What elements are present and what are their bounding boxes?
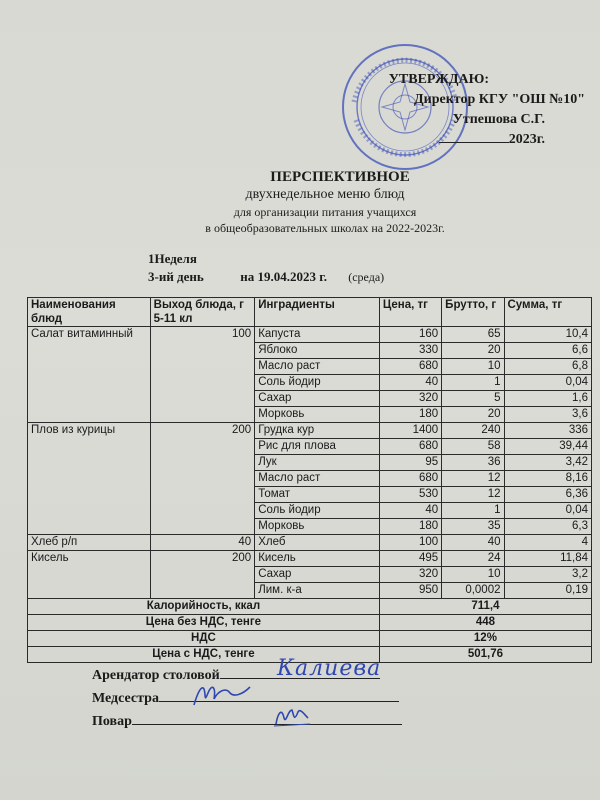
header-price: Цена, тг (379, 298, 441, 327)
header-ingredients: Инградиенты (255, 298, 380, 327)
dish-yield: 40 (150, 535, 255, 551)
ingredient-sum: 10,4 (504, 327, 592, 343)
cook-blank (132, 710, 402, 725)
ingredient-price: 330 (379, 343, 441, 359)
summary-row (28, 615, 592, 631)
ingredient-sum: 39,44 (504, 439, 592, 455)
ingredient-gross: 240 (442, 423, 504, 439)
dish-name: Хлеб р/п (28, 535, 151, 551)
approval-block (370, 70, 585, 150)
ingredient-name: Лук (255, 455, 380, 471)
ingredient-price: 320 (379, 391, 441, 407)
table-row (28, 423, 592, 439)
ingredient-name: Рис для плова (255, 439, 380, 455)
menu-date: на 19.04.2023 г. (240, 269, 327, 284)
title-sub3: в общеобразовательных школах на 2022-2023г. (205, 221, 445, 235)
ingredient-price: 40 (379, 375, 441, 391)
cook-label: Повар (92, 714, 132, 729)
dish-yield: 200 (150, 423, 255, 535)
ingredient-price: 495 (379, 551, 441, 567)
ingredient-name: Кисель (255, 551, 380, 567)
dish-name: Салат витаминный (28, 327, 151, 423)
dish-name: Кисель (28, 551, 151, 599)
ingredient-price: 680 (379, 439, 441, 455)
ingredient-price: 100 (379, 535, 441, 551)
title-main: ПЕРСПЕКТИВНОЕ (270, 169, 410, 185)
signature-line-nurse (92, 687, 402, 710)
ingredient-gross: 40 (442, 535, 504, 551)
ingredient-price: 530 (379, 487, 441, 503)
ingredient-gross: 20 (442, 343, 504, 359)
ingredient-sum: 8,16 (504, 471, 592, 487)
ingredient-sum: 6,3 (504, 519, 592, 535)
ingredient-price: 950 (379, 583, 441, 599)
ingredient-name: Сахар (255, 567, 380, 583)
ingredient-name: Капуста (255, 327, 380, 343)
ingredient-price: 95 (379, 455, 441, 471)
header-dish: Наименования блюд (28, 298, 151, 327)
signatures-block (92, 656, 402, 733)
ingredient-gross: 58 (442, 439, 504, 455)
tenant-signature: Калиева (277, 656, 382, 681)
ingredient-sum: 3,42 (504, 455, 592, 471)
ingredient-sum: 4 (504, 535, 592, 551)
summary-row (28, 599, 592, 615)
approval-heading: УТВЕРЖДАЮ: (388, 72, 489, 87)
header-yield: Выход блюда, г 5-11 кл (150, 298, 255, 327)
ingredient-name: Хлеб (255, 535, 380, 551)
header-sum: Сумма, тг (504, 298, 592, 327)
ingredient-sum: 3,6 (504, 407, 592, 423)
title-sub1: двухнедельное меню блюд (245, 187, 405, 202)
ingredient-gross: 35 (442, 519, 504, 535)
week-label: 1Неделя (148, 251, 197, 266)
ingredient-gross: 12 (442, 471, 504, 487)
approval-name: Утпешова С.Г. (452, 112, 545, 127)
ingredient-gross: 10 (442, 359, 504, 375)
title-block (120, 168, 600, 236)
summary-value: 711,4 (379, 599, 591, 615)
nurse-label: Медсестра (92, 691, 159, 706)
summary-row (28, 631, 592, 647)
approval-year: 2023г. (508, 132, 545, 147)
ingredient-gross: 1 (442, 375, 504, 391)
ingredient-name: Грудка кур (255, 423, 380, 439)
ingredient-sum: 0,04 (504, 375, 592, 391)
ingredient-name: Томат (255, 487, 380, 503)
ingredient-name: Морковь (255, 407, 380, 423)
ingredient-sum: 3,2 (504, 567, 592, 583)
ingredient-sum: 6,36 (504, 487, 592, 503)
table-row (28, 327, 592, 343)
dish-yield: 100 (150, 327, 255, 423)
menu-table (27, 297, 592, 663)
ingredient-gross: 1 (442, 503, 504, 519)
summary-label: НДС (28, 631, 380, 647)
cook-signature-mark (272, 704, 312, 730)
ingredient-name: Масло раст (255, 359, 380, 375)
ingredient-gross: 0,0002 (442, 583, 504, 599)
ingredient-sum: 0,04 (504, 503, 592, 519)
table-row (28, 535, 592, 551)
ingredient-sum: 1,6 (504, 391, 592, 407)
ingredient-sum: 11,84 (504, 551, 592, 567)
table-row (28, 551, 592, 567)
day-label: 3-ий день (148, 269, 204, 284)
ingredient-sum: 6,6 (504, 343, 592, 359)
ingredient-price: 180 (379, 407, 441, 423)
ingredient-sum: 6,8 (504, 359, 592, 375)
ingredient-name: Лим. к-а (255, 583, 380, 599)
ingredient-sum: 336 (504, 423, 592, 439)
summary-label: Калорийность, ккал (28, 599, 380, 615)
dish-yield: 200 (150, 551, 255, 599)
ingredient-gross: 5 (442, 391, 504, 407)
ingredient-name: Масло раст (255, 471, 380, 487)
ingredient-name: Соль йодир (255, 375, 380, 391)
table-header-row (28, 298, 592, 327)
date-blank (439, 130, 509, 143)
ingredient-gross: 24 (442, 551, 504, 567)
ingredient-price: 1400 (379, 423, 441, 439)
ingredient-gross: 12 (442, 487, 504, 503)
table-body (28, 327, 592, 663)
summary-value: 501,76 (379, 647, 591, 663)
tenant-label: Арендатор столовой (92, 668, 220, 683)
ingredient-price: 320 (379, 567, 441, 583)
dish-name: Плов из курицы (28, 423, 151, 535)
approval-director: Директор КГУ "ОШ №10" (414, 92, 585, 107)
weekday: (среда) (348, 270, 385, 284)
summary-label: Цена без НДС, тенге (28, 615, 380, 631)
ingredient-name: Сахар (255, 391, 380, 407)
ingredient-price: 680 (379, 359, 441, 375)
ingredient-gross: 20 (442, 407, 504, 423)
ingredient-name: Соль йодир (255, 503, 380, 519)
summary-value: 12% (379, 631, 591, 647)
day-info (148, 250, 384, 286)
ingredient-gross: 10 (442, 567, 504, 583)
header-gross: Брутто, г (442, 298, 504, 327)
ingredient-price: 40 (379, 503, 441, 519)
ingredient-price: 160 (379, 327, 441, 343)
signature-line-cook (92, 710, 402, 733)
approval-date (370, 130, 585, 150)
title-sub2: для организации питания учащихся (233, 205, 417, 219)
ingredient-gross: 36 (442, 455, 504, 471)
summary-value: 448 (379, 615, 591, 631)
ingredient-gross: 65 (442, 327, 504, 343)
ingredient-name: Яблоко (255, 343, 380, 359)
nurse-signature-mark (190, 681, 254, 711)
ingredient-sum: 0,19 (504, 583, 592, 599)
ingredient-name: Морковь (255, 519, 380, 535)
ingredient-price: 680 (379, 471, 441, 487)
summary-label: Цена с НДС, тенге (28, 647, 380, 663)
ingredient-price: 180 (379, 519, 441, 535)
